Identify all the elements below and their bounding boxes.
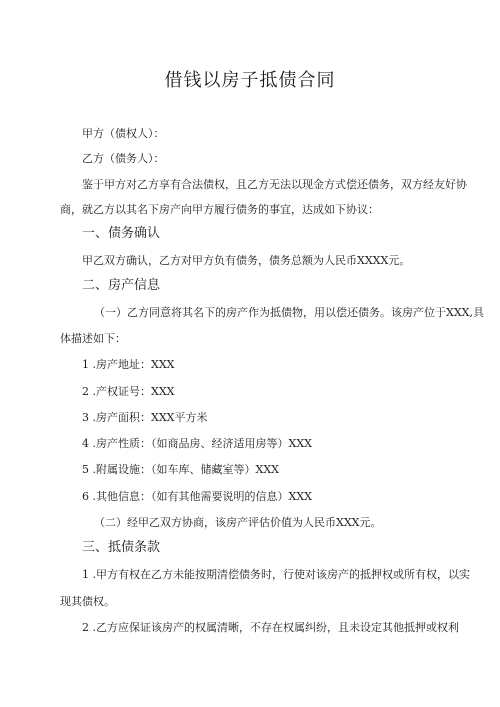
section-3-clause-1-line-2: 现其债权。 — [60, 595, 115, 608]
property-item-area: 3 .房产面积：XXX平方米 — [82, 411, 208, 424]
intro-paragraph-line-1: 鉴于甲方对乙方享有合法债权，且乙方无法以现金方式偿还债务，双方经友好协 — [82, 178, 467, 191]
section-3-clause-1-line-1: 1 .甲方有权在乙方未能按期清偿债务时，行使对该房产的抵押权或所有权，以实 — [82, 568, 470, 581]
section-2-heading: 二、房产信息 — [82, 278, 161, 293]
intro-paragraph-line-2: 商，就乙方以其名下房产向甲方履行债务的事宜，达成如下协议： — [60, 203, 379, 216]
property-item-facilities: 5 .附属设施：（如车库、储藏室等）XXX — [82, 463, 279, 476]
section-2-paragraph-1-line-2: 体描述如下： — [60, 332, 126, 345]
section-1-text: 甲乙双方确认，乙方对甲方负有债务，债务总额为人民币XXXX元。 — [82, 254, 411, 267]
property-item-address: 1 .房产地址：XXX — [82, 358, 175, 371]
section-3-heading: 三、抵债条款 — [82, 540, 161, 555]
section-3-clause-2-line-1: 2 .乙方应保证该房产的权属清晰，不存在权属纠纷，且未设定其他抵押或权利 — [82, 621, 459, 634]
section-1-heading: 一、债务确认 — [82, 226, 161, 241]
property-item-certificate: 2 .产权证号：XXX — [82, 385, 175, 398]
property-item-nature: 4 .房产性质：（如商品房、经济适用房等）XXX — [82, 437, 312, 450]
party-a-line: 甲方（债权人）： — [82, 127, 165, 140]
party-b-line: 乙方（债务人）： — [82, 152, 165, 165]
document-title: 借钱以房子抵债合同 — [164, 70, 336, 91]
property-item-other: 6 .其他信息：（如有其他需要说明的信息）XXX — [82, 490, 312, 503]
section-2-paragraph-2: （二）经甲乙双方协商，该房产评估价值为人民币XXX元。 — [94, 516, 382, 529]
section-2-paragraph-1-line-1: （一）乙方同意将其名下的房产作为抵债物，用以偿还债务。该房产位于XXX,具 — [94, 306, 484, 319]
